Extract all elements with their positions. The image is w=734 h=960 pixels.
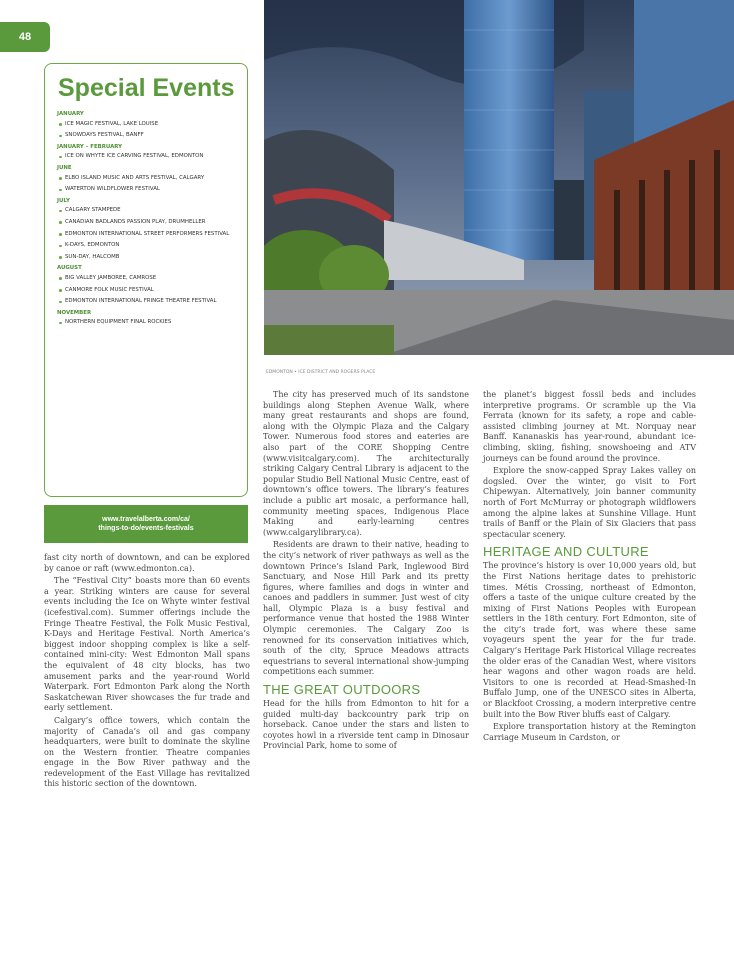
paragraph: the planet’s biggest fossil beds and includes interpretive programs. Or scramble up the Via Ferrata (known for its safety, a rope and cable-assisted climbing journey at Mt. Norquay near Banff. Kananaskis has year-round, abundant ice-climbing, skiing, fishing, snowshoeing and ATV journeys can be found around the province. (483, 390, 696, 463)
edmonton-photo (264, 0, 734, 355)
event-item: EDMONTON INTERNATIONAL STREET PERFORMERS FESTIVAL (57, 231, 247, 239)
paragraph: Explore transportation history at the Remington Carriage Museum in Cardston, or (483, 722, 696, 742)
events-link-line2[interactable]: things-to-do/events-festivals (98, 525, 194, 532)
event-month-label: JUNE (57, 164, 72, 171)
event-item: EDMONTON INTERNATIONAL FRINGE THEATRE FESTIVAL (57, 298, 247, 306)
event-item: SUN-DAY, HALCOMB (57, 254, 247, 262)
special-events-title: Special Events (58, 74, 235, 102)
city-photo-illustration (264, 0, 734, 355)
text-column-2 (263, 390, 469, 754)
event-item: WATERTON WILDFLOWER FESTIVAL (57, 186, 247, 194)
event-month-label: JULY (57, 197, 70, 204)
page-number: 48 (18, 31, 32, 43)
event-item: CANADIAN BADLANDS PASSION PLAY, DRUMHELLER (57, 219, 247, 227)
section-heading-outdoors: THE GREAT OUTDOORS (263, 682, 421, 698)
event-item: BIG VALLEY JAMBOREE, CAMROSE (57, 275, 247, 283)
events-link-banner[interactable] (44, 505, 248, 543)
paragraph: The province’s history is over 10,000 years old, but the First Nations heritage dates to prehistoric times. Métis Crossing, northeast of Edmonton, offers a taste of the unique culture created by the mixing of First Nations Peoples with European settlers in the 18th century. Fort Edmonton, site of the city’s trade fort, was where these same voyageurs spent the year for the fur trade. Calgary’s Heritage Park Historical Village recreates the older eras of the Canadian West, where visitors hear wagons and other wagon roads are held. Visitors to one is recorded at Head-Smashed-In Buffalo Jump, one of the UNESCO sites in Alberta, or Blackfoot Crossing, a modern interpretive centre built into the Bow River bluffs east of Calgary. (483, 561, 696, 719)
event-item: CANMORE FOLK MUSIC FESTIVAL (57, 287, 247, 295)
events-list (57, 111, 247, 327)
event-month-label: AUGUST (57, 265, 82, 272)
paragraph: Head for the hills from Edmonton to hit for a guided multi-day backcountry park trip on horseback. Canoe under the stars and listen to coyotes howl in a riverside tent camp in Dinosaur Provincial Park, home to some of (263, 699, 469, 751)
text-column-1 (44, 553, 250, 792)
section-heading-heritage: HERITAGE AND CULTURE (483, 544, 649, 560)
page-number-tab (0, 22, 50, 52)
event-item: ICE MAGIC FESTIVAL, LAKE LOUISE (57, 121, 247, 129)
event-item: K-DAYS, EDMONTON (57, 242, 247, 250)
events-link-line1[interactable]: www.travelalberta.com/ca/ (102, 516, 190, 523)
paragraph: Calgary’s office towers, which contain the majority of Canada’s oil and gas company headquarters, were built to dominate the skyline on the Western frontier. Theatre companies engage in the Bow River pathway and the redevelopment of the East Village has revitalized this historic section of the downtown. (44, 715, 250, 789)
paragraph: fast city north of downtown, and can be explored by canoe or raft (www.edmonton.ca). (44, 553, 250, 573)
text-column-3 (483, 390, 696, 745)
event-month-label: NOVEMBER (57, 309, 92, 316)
special-events-box (44, 63, 248, 497)
paragraph: The city has preserved much of its sandstone buildings along Stephen Avenue Walk, where many great restaurants and shops are found, along with the Olympic Plaza and the Calgary Tower. Numerous food stores and eateries are also part of the CORE Shopping Centre (www.visitcalgary.com). The architecturally striking Calgary Central Library is adjacent to the popular Studio Bell National Music Centre, east of downtown’s office towers. The library’s features include a public art mosaic, a performance hall, community meeting spaces, Indigenous Place Making and early-learning centres (www.calgarylibrary.ca). (263, 390, 469, 537)
event-month-label: JANUARY (57, 111, 84, 117)
event-item: ELBO ISLAND MUSIC AND ARTS FESTIVAL, CALGARY (57, 175, 247, 183)
paragraph: The “Festival City” boasts more than 60 events a year. Striking winters are cause for several events including the Ice on Whyte winter festival (icefestival.com). Summer offerings include the Fringe Theatre Festival, the Folk Music Festival, K-Days and Heritage Festival. North America’s biggest indoor shopping complex is like a self-contained mini-city: West Edmonton Mall spans the equivalent of 48 city blocks, has two amusement parks and the year-round World Waterpark. Fort Edmonton Park along the North Saskatchewan River showcases the fur trade and early settlement. (44, 576, 250, 713)
paragraph: Explore the snow-capped Spray Lakes valley on dogsled. Over the winter, go visit to Fort Chipewyan. Alternatively, join banner community north of Fort McMurray or photograph wildflowers among the alpine lakes at Sunshine Village. Hunt trails of Banff or the Plain of Six Glaciers that pass spectacular scenery. (483, 466, 696, 539)
event-item: NORTHERN EQUIPMENT FINAL ROCKIES (57, 319, 247, 327)
event-item: CALGARY STAMPEDE (57, 207, 247, 215)
event-item: SNOWDAYS FESTIVAL, BANFF (57, 132, 247, 140)
paragraph: Residents are drawn to their native, heading to the city’s network of river pathways as well as the downtown Prince’s Island Park, Inglewood Bird Sanctuary, and Nose Hill Park and its pretty figures, where families and dogs in winter and canoes and paddlers in summer. Just west of city hall, Olympic Plaza is a busy festival and performance venue that hosted the 1988 Winter Olympic ceremonies. The Calgary Zoo is renowned for its conservation initiatives which, south of the city, Spruce Meadows attracts equestrians to several international show-jumping competitions each summer. (263, 540, 469, 677)
event-month-label: JANUARY – FEBRUARY (57, 143, 123, 150)
event-item: ICE ON WHYTE ICE CARVING FESTIVAL, EDMONTON (57, 153, 247, 161)
photo-caption: EDMONTON • ICE DISTRICT AND ROGERS PLACE (266, 370, 376, 375)
